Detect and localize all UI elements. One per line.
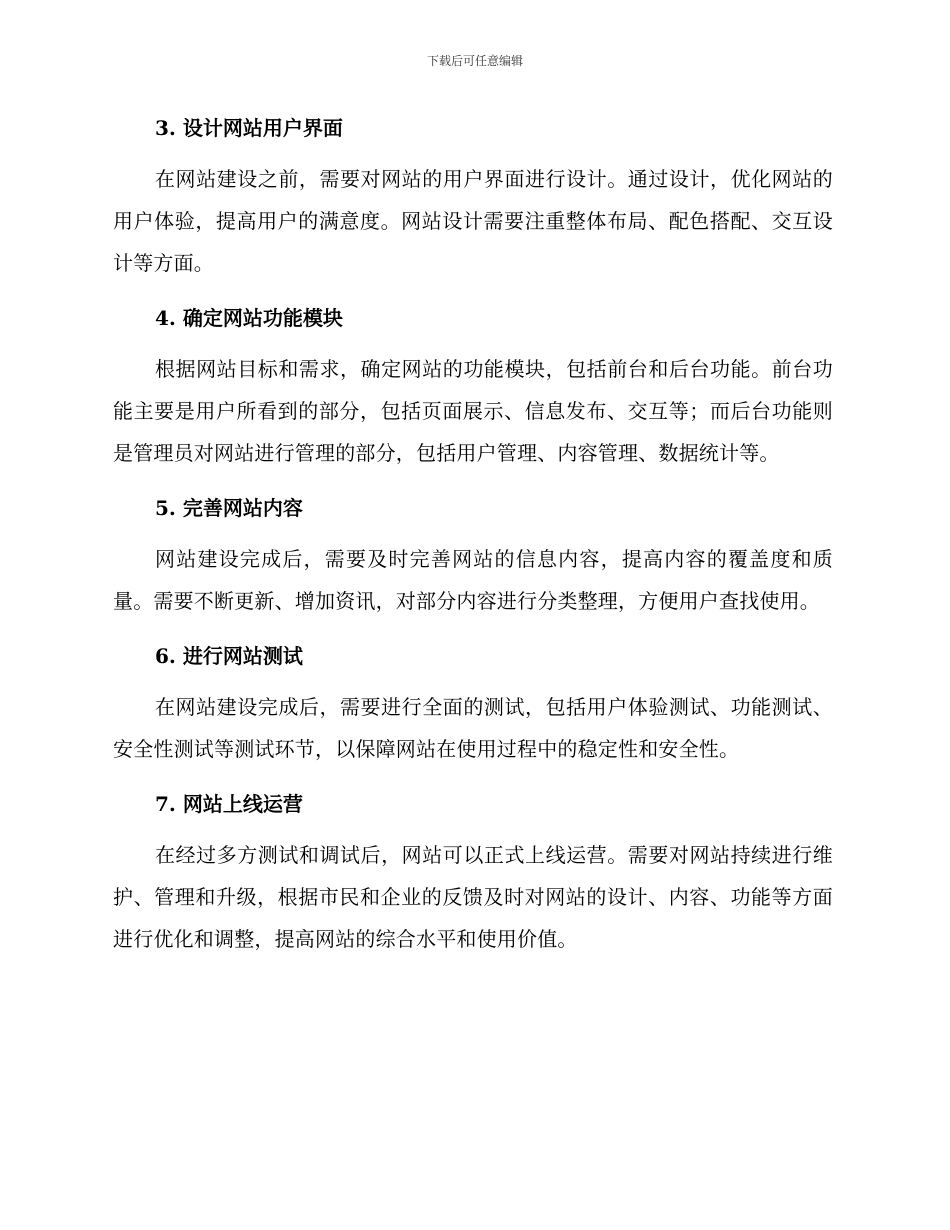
section-heading: 5. 完善网站内容 [155, 496, 303, 520]
section-heading: 4. 确定网站功能模块 [155, 306, 343, 330]
section-paragraph: 网站建设完成后，需要及时完善网站的信息内容，提高内容的覆盖度和质量。需要不断更新、增加资讯，对部分内容进行分类整理，方便用户查找使用。 [113, 547, 833, 613]
section-paragraph: 根据网站目标和需求，确定网站的功能模块，包括前台和后台功能。前台功能主要是用户所看到的部分，包括页面展示、信息发布、交互等；而后台功能则是管理员对网站进行管理的部分，包括用户管理、内容管理、数据统计等。 [113, 357, 833, 465]
section-design-ui [113, 108, 833, 284]
document-body [113, 108, 833, 974]
section-function-modules [113, 298, 833, 474]
section-content [113, 488, 833, 622]
section-paragraph: 在网站建设完成后，需要进行全面的测试，包括用户体验测试、功能测试、安全性测试等测试环节，以保障网站在使用过程中的稳定性和安全性。 [113, 695, 833, 761]
section-heading: 6. 进行网站测试 [155, 644, 303, 668]
section-launch [113, 784, 833, 960]
section-heading: 7. 网站上线运营 [155, 792, 303, 816]
section-paragraph: 在经过多方测试和调试后，网站可以正式上线运营。需要对网站持续进行维护、管理和升级，根据市民和企业的反馈及时对网站的设计、内容、功能等方面进行优化和调整，提高网站的综合水平和使用价值。 [113, 843, 833, 951]
page-header: 下载后可任意编辑 [426, 54, 523, 68]
section-testing [113, 636, 833, 770]
section-heading: 3. 设计网站用户界面 [155, 116, 343, 140]
section-paragraph: 在网站建设之前，需要对网站的用户界面进行设计。通过设计，优化网站的用户体验，提高用户的满意度。网站设计需要注重整体布局、配色搭配、交互设计等方面。 [113, 167, 833, 275]
